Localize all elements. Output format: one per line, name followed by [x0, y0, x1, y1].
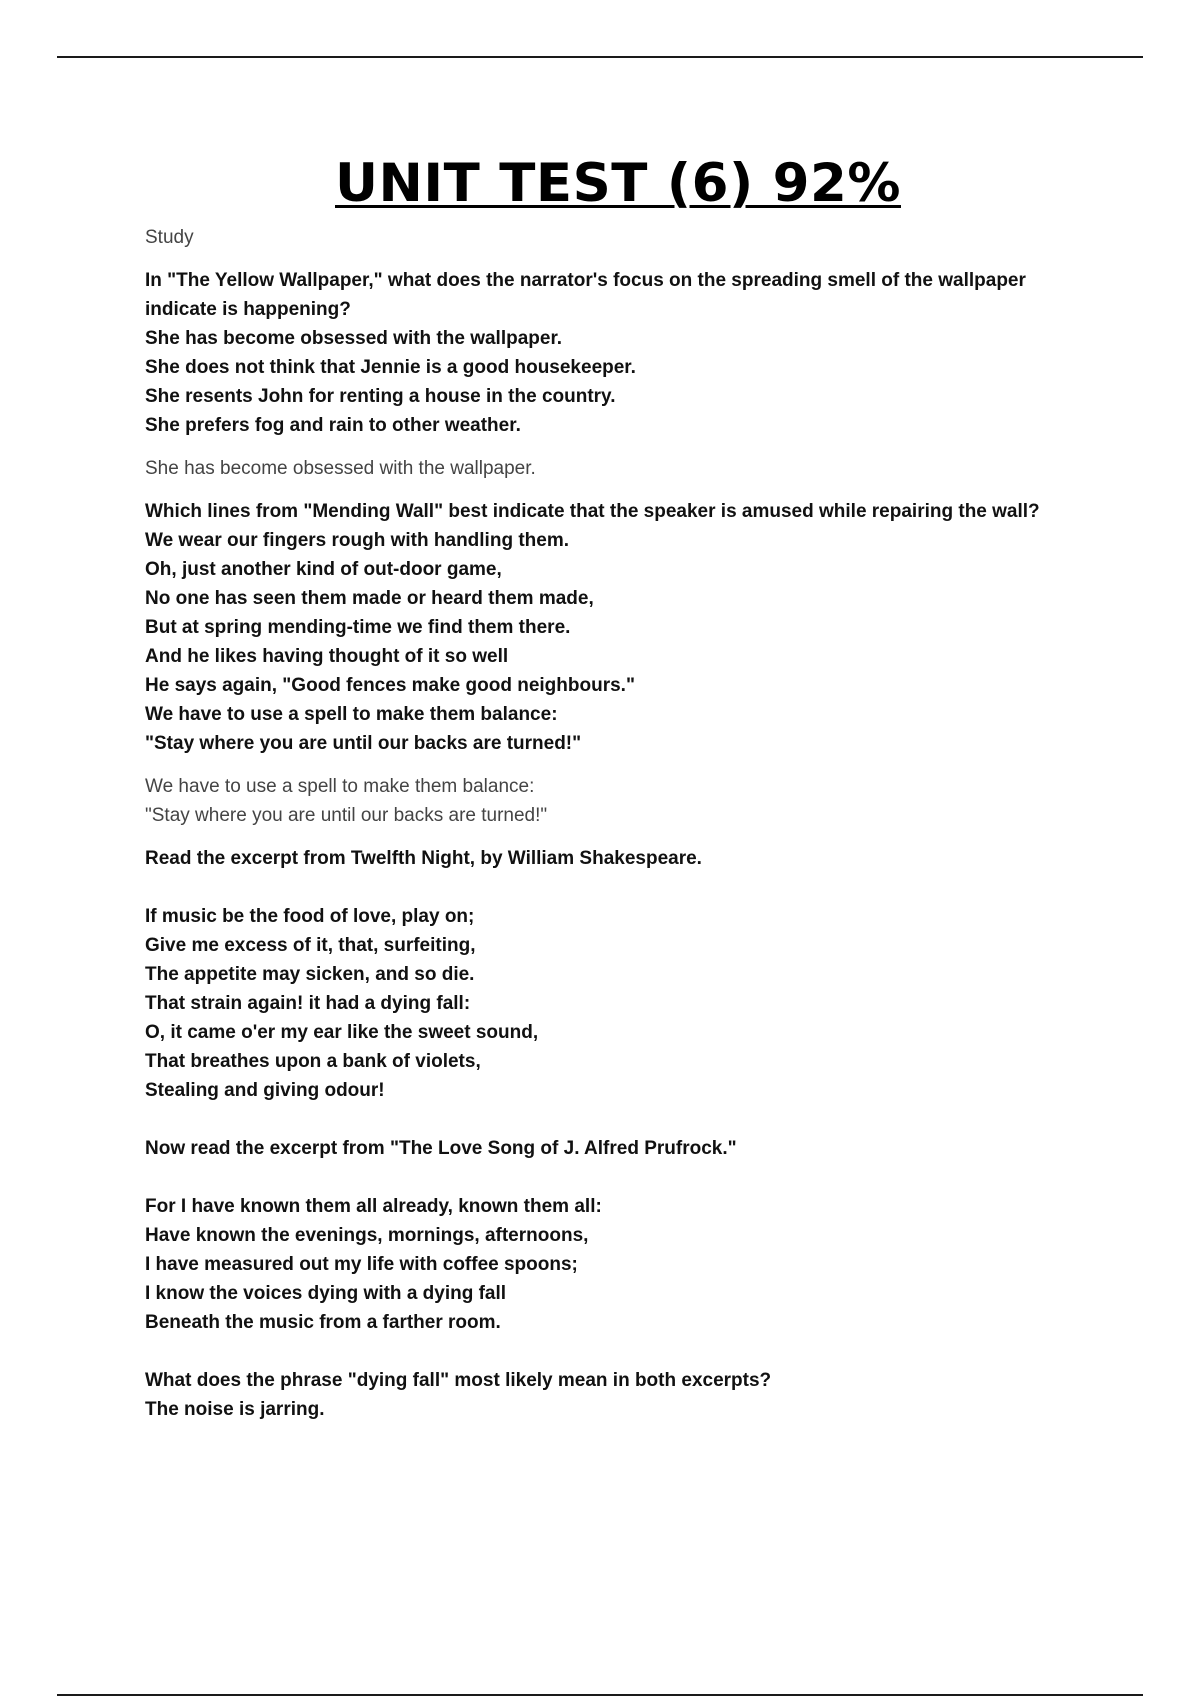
excerpt-line: That strain again! it had a dying fall:	[145, 993, 471, 1014]
question-2	[145, 497, 1105, 758]
answer-option: We wear our fingers rough with handling them.	[145, 530, 570, 551]
selected-answer-line: We have to use a spell to make them balance:	[145, 776, 535, 797]
excerpt-line: I have measured out my life with coffee spoons;	[145, 1254, 578, 1275]
selected-answer-1	[145, 454, 1105, 483]
answer-option: He says again, "Good fences make good neighbours."	[145, 675, 635, 696]
question-text-line: indicate is happening?	[145, 299, 351, 320]
answer-option: The noise is jarring.	[145, 1399, 325, 1420]
answer-option: And he likes having thought of it so well	[145, 646, 509, 667]
selected-answer-line: She has become obsessed with the wallpaper.	[145, 458, 536, 479]
question-text-line: What does the phrase "dying fall" most likely mean in both excerpts?	[145, 1370, 772, 1391]
question-text-line: In "The Yellow Wallpaper," what does the narrator's focus on the spreading smell of the wallpaper	[145, 270, 1026, 291]
answer-option: No one has seen them made or heard them made,	[145, 588, 594, 609]
answer-option: She has become obsessed with the wallpaper.	[145, 328, 563, 349]
excerpt-line: I know the voices dying with a dying fall	[145, 1283, 507, 1304]
question-1	[145, 266, 1105, 440]
question-3	[145, 844, 1105, 1424]
spacer	[145, 1163, 1105, 1192]
excerpt-line: That breathes upon a bank of violets,	[145, 1051, 481, 1072]
answer-option: We have to use a spell to make them balance:	[145, 704, 558, 725]
spacer	[145, 873, 1105, 902]
selected-answer-line: "Stay where you are until our backs are turned!"	[145, 805, 548, 826]
answer-option: She prefers fog and rain to other weather.	[145, 415, 521, 436]
question-text-line: Which lines from "Mending Wall" best indicate that the speaker is amused while repairing the wall?	[145, 501, 1040, 522]
spacer	[145, 1337, 1105, 1366]
excerpt-line: Give me excess of it, that, surfeiting,	[145, 935, 476, 956]
excerpt-line: If music be the food of love, play on;	[145, 906, 475, 927]
page-title: UNIT TEST (6) 92%	[335, 153, 901, 214]
answer-option: She resents John for renting a house in the country.	[145, 386, 616, 407]
excerpt-line: Have known the evenings, mornings, afternoons,	[145, 1225, 589, 1246]
excerpt-intro: Read the excerpt from Twelfth Night, by William Shakespeare.	[145, 848, 702, 869]
excerpt-line: For I have known them all already, known them all:	[145, 1196, 602, 1217]
selected-answer-2	[145, 772, 1105, 830]
bottom-rule	[57, 1694, 1143, 1696]
spacer	[145, 1105, 1105, 1134]
excerpt-line: Beneath the music from a farther room.	[145, 1312, 501, 1333]
document-body	[145, 223, 1105, 1438]
excerpt-line: The appetite may sicken, and so die.	[145, 964, 475, 985]
answer-option: She does not think that Jennie is a good housekeeper.	[145, 357, 636, 378]
excerpt-line: Stealing and giving odour!	[145, 1080, 385, 1101]
top-rule	[57, 56, 1143, 58]
excerpt-line: O, it came o'er my ear like the sweet sound,	[145, 1022, 539, 1043]
answer-option: Oh, just another kind of out-door game,	[145, 559, 502, 580]
answer-option: "Stay where you are until our backs are turned!"	[145, 733, 582, 754]
excerpt-intro: Now read the excerpt from "The Love Song of J. Alfred Prufrock."	[145, 1138, 737, 1159]
answer-option: But at spring mending-time we find them there.	[145, 617, 571, 638]
subtitle: Study	[145, 227, 194, 248]
